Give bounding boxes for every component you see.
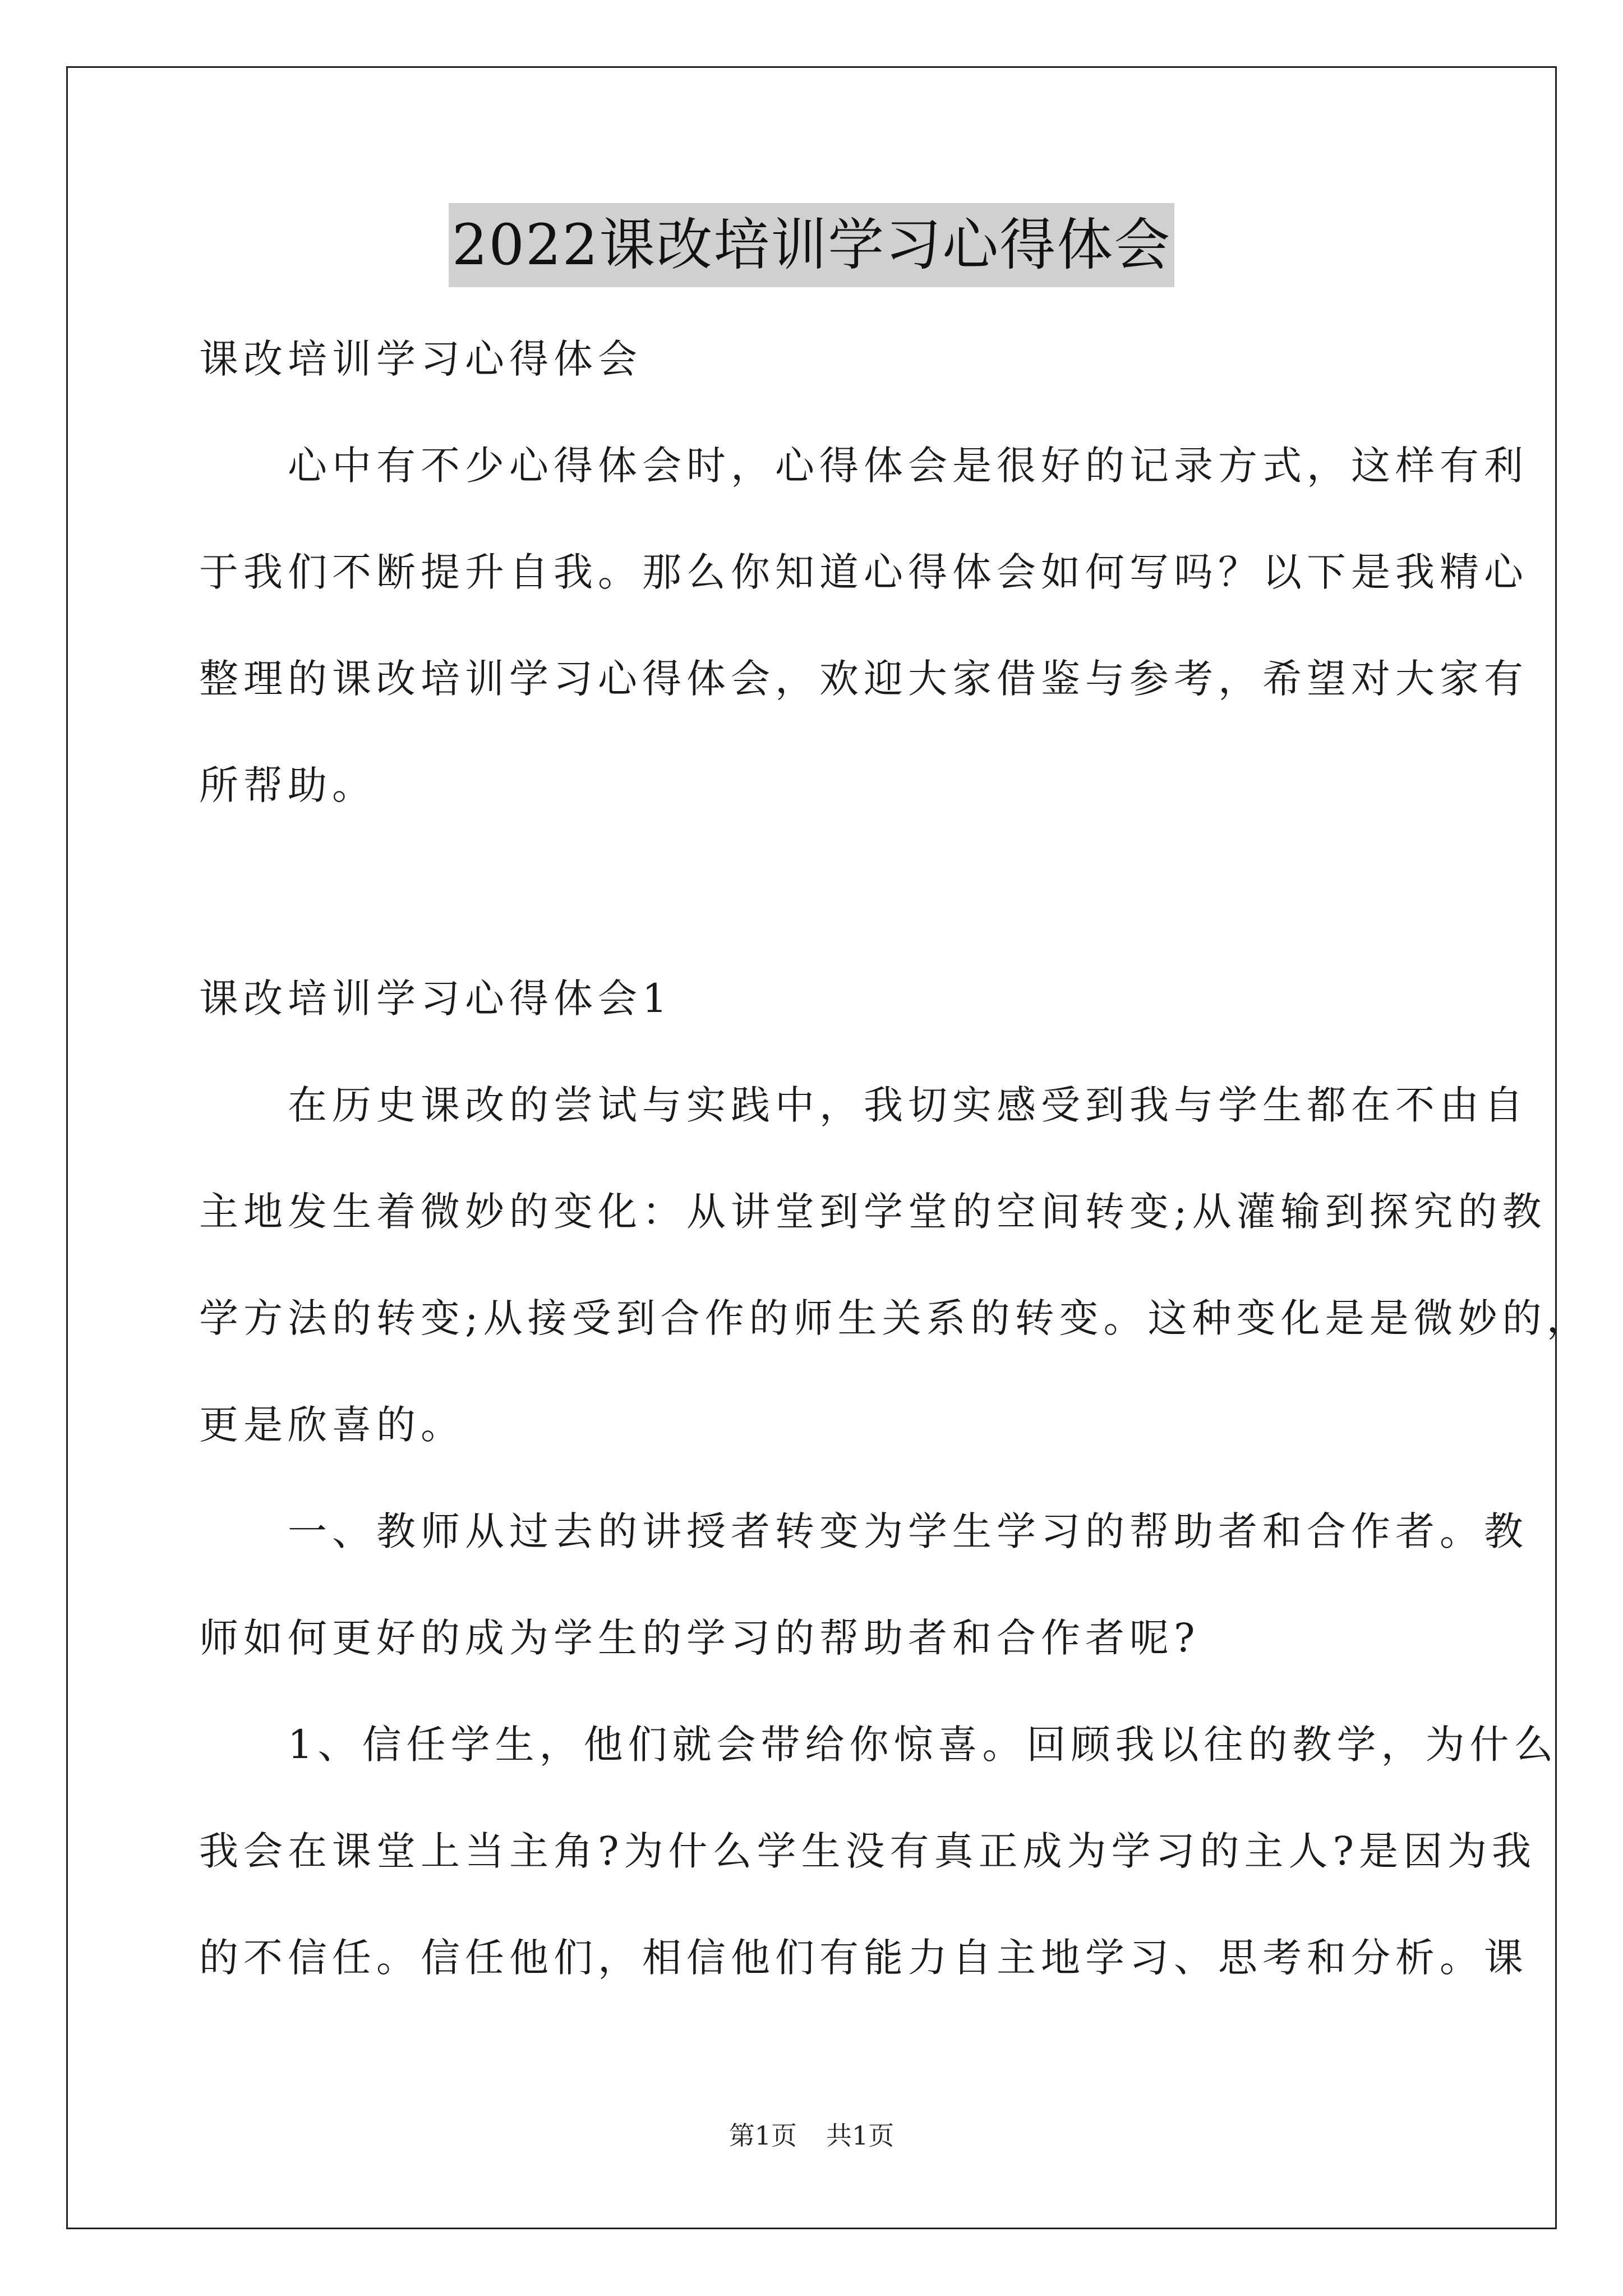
paragraph-line: 心中有不少心得体会时，心得体会是很好的记录方式，这样有利 [199, 443, 1528, 489]
paragraph-line: 整理的课改培训学习心得体会，欢迎大家借鉴与参考，希望对大家有 [199, 656, 1528, 702]
page-number: 第1页 [728, 2120, 797, 2151]
title-container [0, 203, 1623, 287]
paragraph-line: 一、教师从过去的讲授者转变为学生学习的帮助者和合作者。教 [199, 1508, 1528, 1554]
paragraph-line: 我会在课堂上当主角?为什么学生没有真正成为学习的主人?是因为我 [199, 1828, 1537, 1874]
document-title: 2022课改培训学习心得体会 [449, 203, 1175, 287]
paragraph-line: 1、信任学生，他们就会带给你惊喜。回顾我以往的教学，为什么 [199, 1722, 1559, 1768]
paragraph-line: 所帮助。 [199, 762, 376, 808]
page-footer [0, 2116, 1623, 2155]
paragraph-line: 于我们不断提升自我。那么你知道心得体会如何写吗？以下是我精心 [199, 549, 1528, 595]
paragraph-spacer [199, 839, 1441, 945]
paragraph-line: 学方法的转变;从接受到合作的师生关系的转变。这种变化是是微妙的， [199, 1295, 1591, 1341]
paragraph-line: 主地发生着微妙的变化：从讲堂到学堂的空间转变;从灌输到探究的教 [199, 1189, 1547, 1235]
section-heading: 课改培训学习心得体会 [199, 336, 642, 382]
paragraph-line: 更是欣喜的。 [199, 1402, 465, 1448]
document-body [199, 306, 1591, 2011]
page-total: 共1页 [826, 2120, 895, 2151]
paragraph-line: 师如何更好的成为学生的学习的帮助者和合作者呢? [199, 1615, 1200, 1661]
paragraph-line: 在历史课改的尝试与实践中，我切实感受到我与学生都在不由自 [199, 1082, 1528, 1128]
paragraph-line: 的不信任。信任他们，相信他们有能力自主地学习、思考和分析。课 [199, 1935, 1528, 1981]
section-heading: 课改培训学习心得体会1 [199, 976, 672, 1022]
